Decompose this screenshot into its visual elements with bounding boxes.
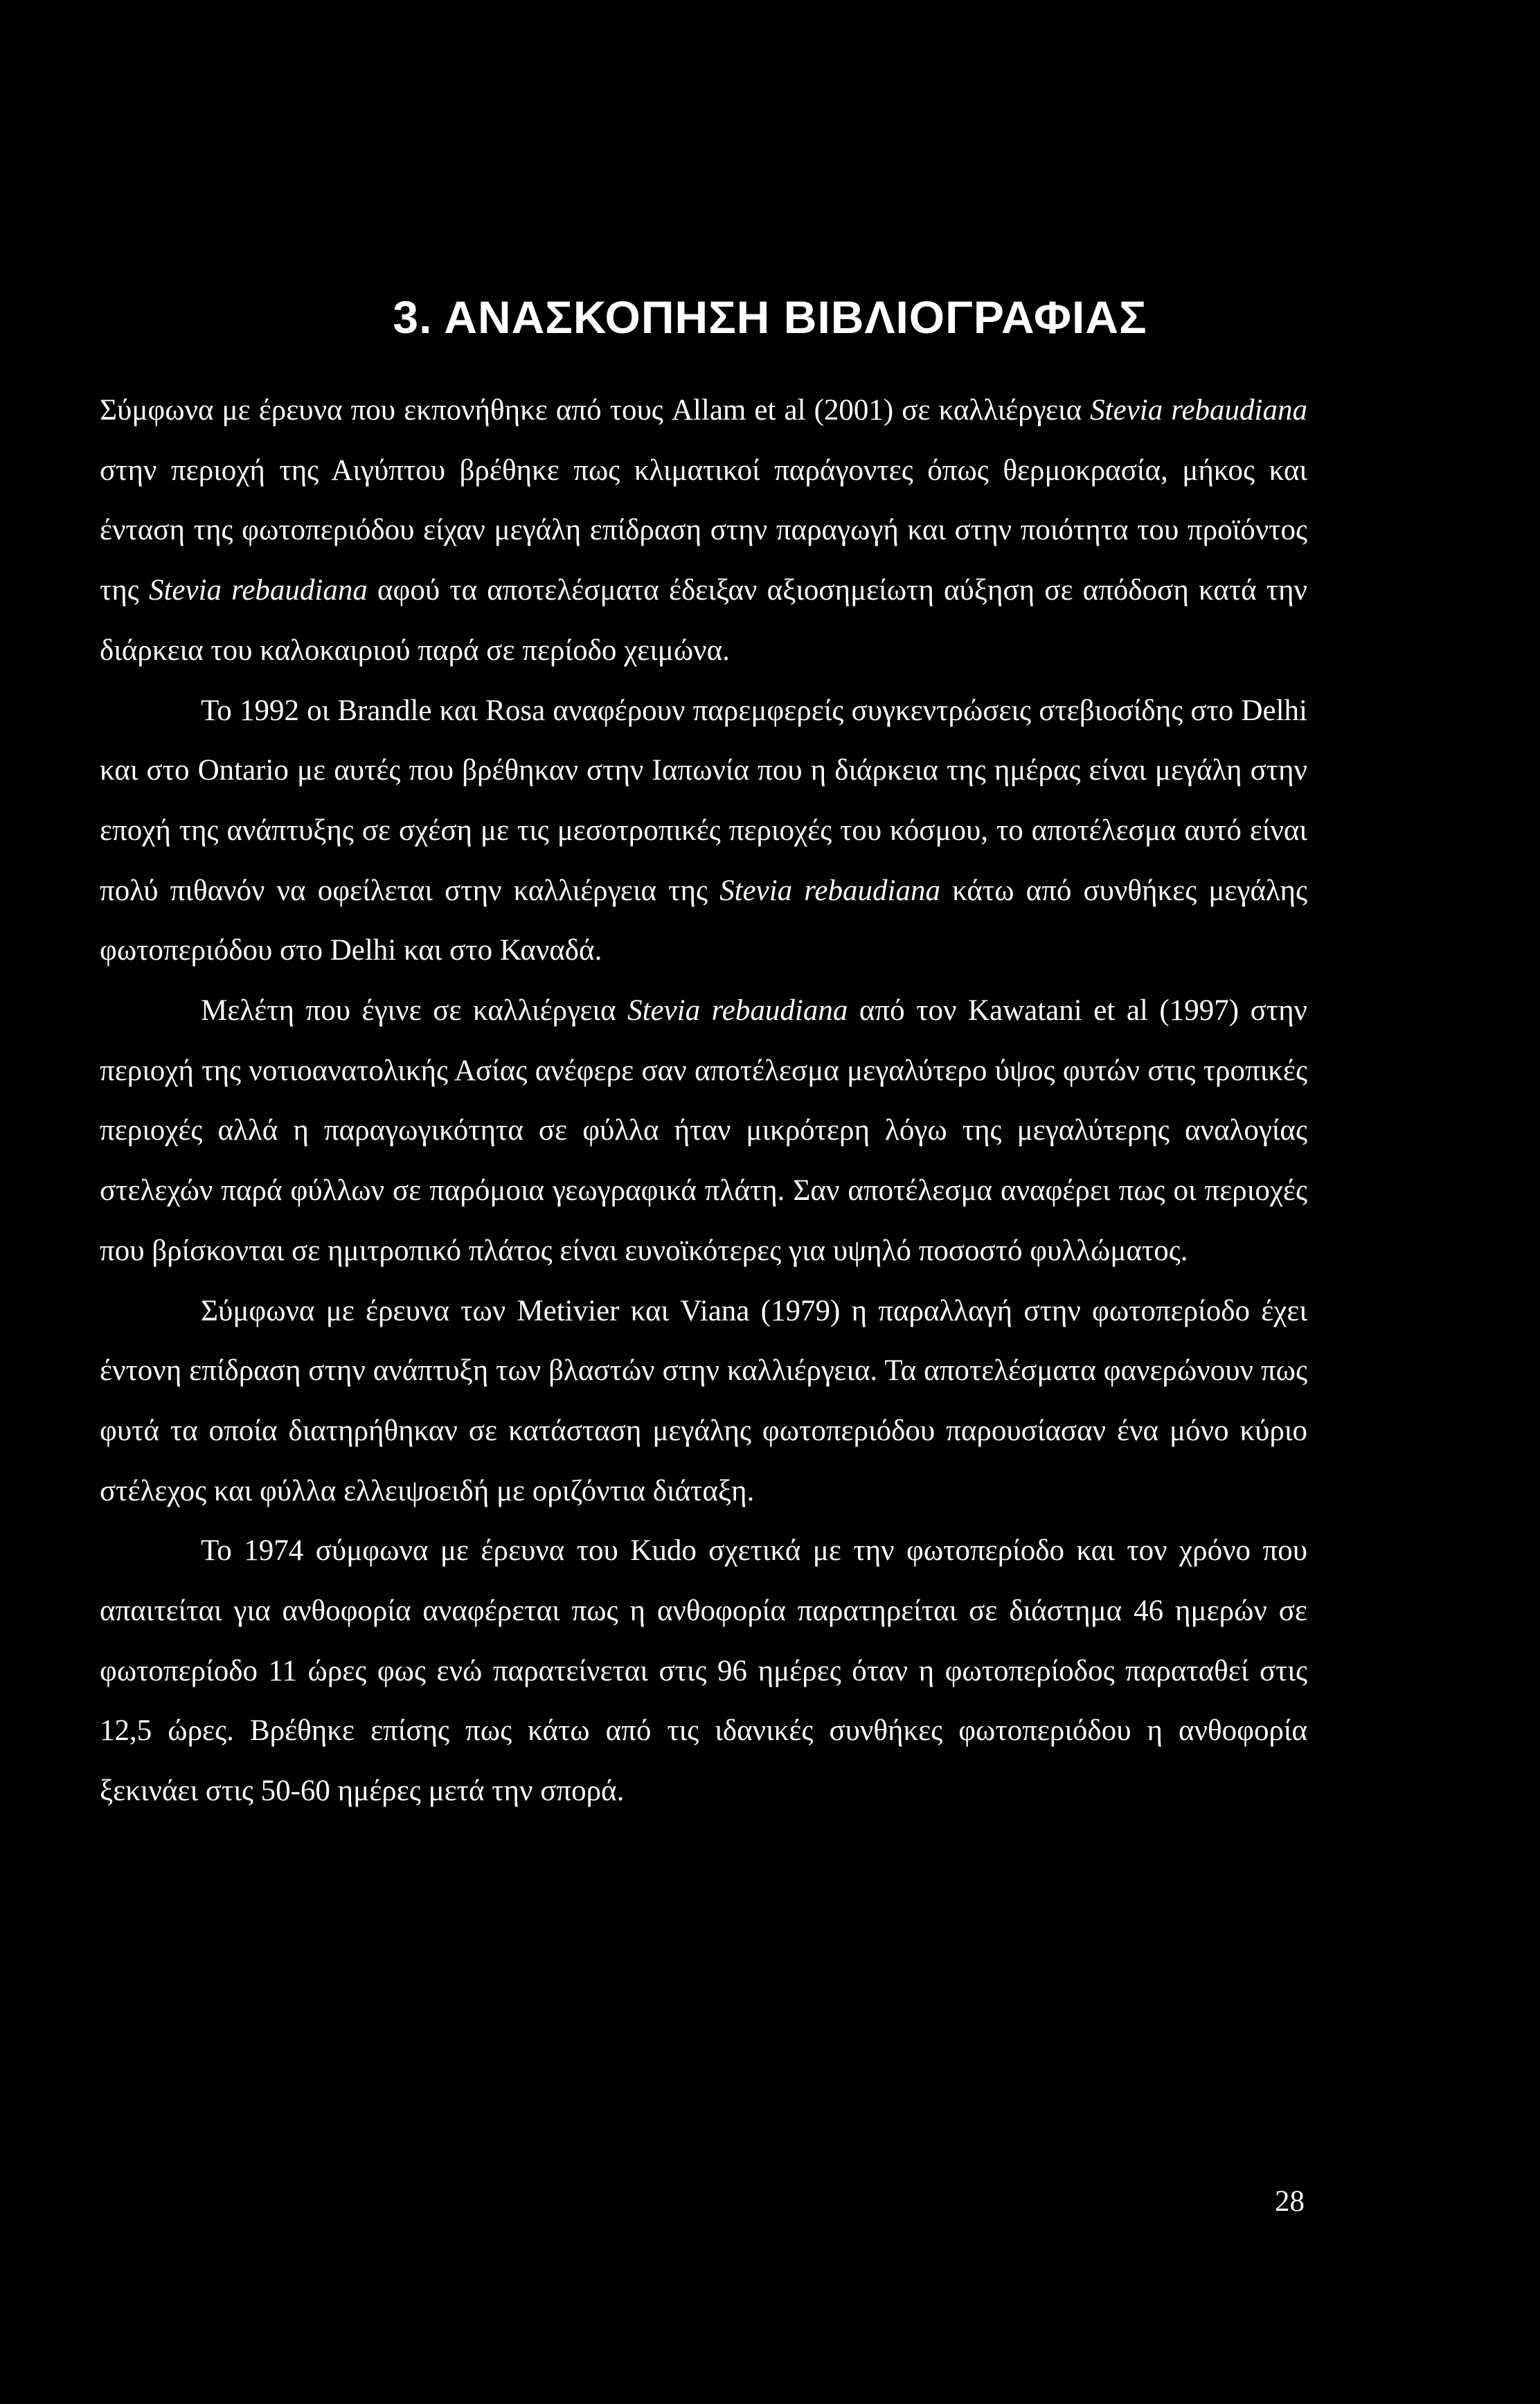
- text-segment: Το 1974 σύμφωνα με έρευνα του Kudo σχετικά με την φωτοπερίοδο και τον χρόνο που απαιτείται για ανθοφορία αναφέρεται πως η ανθοφορία παρατηρείται σε διάστημα 46 ημερών σε φωτοπερίοδο 11 ώρες φως ενώ παρατείνεται στις 96 ημέρες όταν η φωτοπερίοδος παραταθεί στις 12,5 ώρες. Βρέθηκε επίσης πως κάτω από τις ιδανικές συνθήκες φωτοπεριόδου η ανθοφορία ξεκινάει στις 50-60 ημέρες μετά την σπορά.: [100, 1534, 1307, 1808]
- species-name: Stevia rebaudiana: [719, 874, 940, 907]
- paragraph-3: [100, 981, 1307, 1282]
- text-segment: Μελέτη που έγινε σε καλλιέργεια: [201, 994, 628, 1028]
- text-segment: κάτω από συνθήκες μεγάλης φωτοπεριόδου στο Delhi και στο Καναδά.: [100, 874, 1307, 967]
- text-segment: Σύμφωνα με έρευνα των Metivier και Viana (1979) η παραλλαγή στην φωτοπερίοδο έχει έντονη επίδραση στην ανάπτυξη των βλαστών στην καλλιέργεια. Τα αποτελέσματα φανερώνουν πως φυτά τα οποία διατηρήθηκαν σε κατάσταση μεγάλης φωτοπεριόδου παρουσίασαν ένα μόνο κύριο στέλεχος και φύλλα ελλειψοειδή με οριζόντια διάταξη.: [100, 1294, 1307, 1507]
- text-segment: στην περιοχή της Αιγύπτου βρέθηκε πως κλιματικοί παράγοντες όπως θερμοκρασία, μήκος και ένταση της φωτοπεριόδου είχαν μεγάλη επίδραση στην παραγωγή και στην ποιότητα του προϊόντος της: [100, 454, 1307, 607]
- paragraph-2: [100, 681, 1307, 982]
- text-segment: Το 1992 οι Brandle και Rosa αναφέρουν παρεμφερείς συγκεντρώσεις στεβιοσίδης στο Delhi και στο Ontario με αυτές που βρέθηκαν στην Ιαπωνία που η διάρκεια της ημέρας είναι μεγάλη στην εποχή της ανάπτυξης σε σχέση με τις μεσοτροπικές περιοχές του κόσμου, το αποτέλεσμα αυτό είναι πολύ πιθανόν να οφείλεται στην καλλιέργεια της: [100, 694, 1307, 907]
- species-name: Stevia rebaudiana: [1090, 394, 1307, 427]
- paragraph-5: [100, 1521, 1307, 1822]
- species-name: Stevia rebaudiana: [627, 994, 848, 1028]
- section-heading: 3. ΑΝΑΣΚΟΠΗΣΗ ΒΙΒΛΙΟΓΡΑΦΙΑΣ: [393, 291, 1147, 343]
- text-segment: Σύμφωνα με έρευνα που εκπονήθηκε από τους Allam et al (2001) σε καλλιέργεια: [100, 394, 1091, 427]
- paragraph-4: [100, 1282, 1307, 1522]
- body-text: [100, 381, 1307, 1822]
- page-number: 28: [1275, 2185, 1305, 2218]
- text-segment: από τον Kawatani et al (1997) στην περιοχή της νοτιοανατολικής Ασίας ανέφερε σαν αποτέλεσμα μεγαλύτερο ύψος φυτών στις τροπικές περιοχές αλλά η παραγωγικότητα σε φύλλα ήταν μικρότερη λόγω της μεγαλύτερης αναλογίας στελεχών παρά φύλλων σε παρόμοια γεωγραφικά πλάτη. Σαν αποτέλεσμα αναφέρει πως οι περιοχές που βρίσκονται σε ημιτροπικό πλάτος είναι ευνοϊκότερες για υψηλό ποσοστό φυλλώματος.: [100, 994, 1307, 1267]
- paragraph-1: [100, 381, 1307, 681]
- text-segment: αφού τα αποτελέσματα έδειξαν αξιοσημείωτη αύξηση σε απόδοση κατά την διάρκεια του καλοκαιριού παρά σε περίοδο χειμώνα.: [100, 574, 1307, 667]
- species-name: Stevia rebaudiana: [148, 574, 368, 607]
